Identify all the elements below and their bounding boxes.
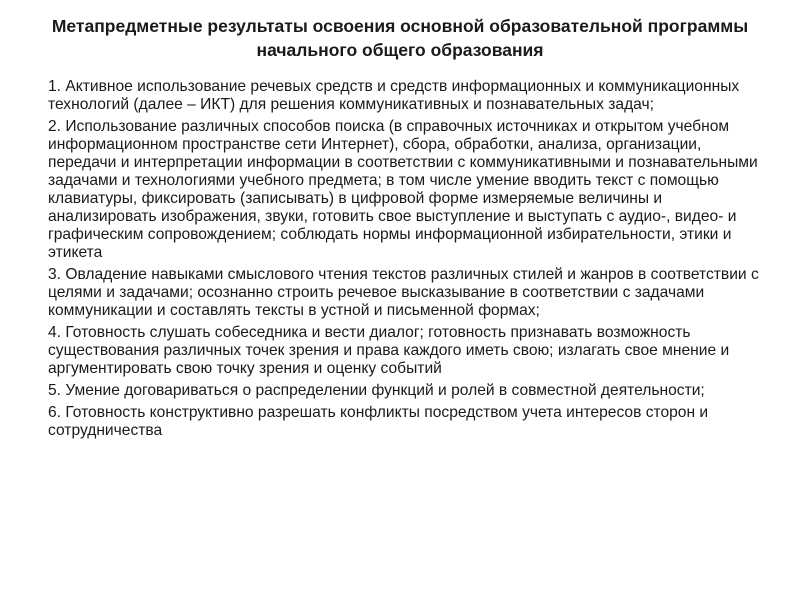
list-item-2: 2. Использование различных способов поиска (в справочных источниках и открытом учебном информационном пространстве сети Интернет), сбора, обработки, анализа, организации, передачи и интерпретации информации в соответствии с коммуникативными и познавательными задачами и технологиями учебного предмета; в том числе умение вводить текст с помощью клавиатуры, фиксировать (записывать) в цифровой форме измеряемые величины и анализировать изображения, звуки, готовить свое выступление и выступать с аудио-, видео- и графическим сопровождением; соблюдать нормы информационной избирательности, этики и этикета — [48, 118, 758, 261]
results-list — [48, 78, 764, 444]
list-item-5: 5. Умение договариваться о распределении функций и ролей в совместной деятельности; — [48, 382, 705, 399]
list-item-1: 1. Активное использование речевых средств и средств информационных и коммуникационных технологий (далее – ИКТ) для решения коммуникативных и познавательных задач; — [48, 78, 740, 113]
slide-title: Метапредметные результаты освоения основной образовательной программы начального общего образования — [51, 16, 749, 60]
list-item-3: 3. Овладение навыками смыслового чтения текстов различных стилей и жанров в соответствии с целями и задачами; осознанно строить речевое высказывание в соответствии с задачами коммуникации и составлять тексты в устной и письменной формах; — [48, 266, 759, 319]
list-item-6: 6. Готовность конструктивно разрешать конфликты посредством учета интересов сторон и сотрудничества — [48, 404, 709, 439]
list-item-4: 4. Готовность слушать собеседника и вести диалог; готовность признавать возможность существования различных точек зрения и права каждого иметь свою; излагать свое мнение и аргументировать свою точку зрения и оценку событий — [48, 324, 730, 377]
